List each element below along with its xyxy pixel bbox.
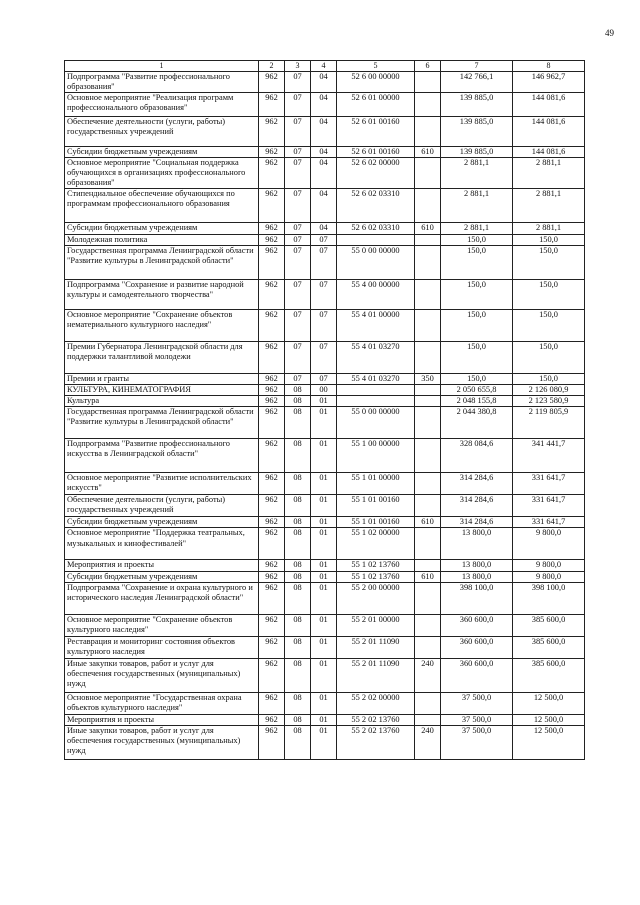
col-5-cell: 52 6 02 03310 xyxy=(337,189,415,223)
col-3-cell: 07 xyxy=(285,116,311,146)
table-row xyxy=(65,517,585,528)
col-8-cell: 144 081,6 xyxy=(513,116,585,146)
col-7-cell: 139 885,0 xyxy=(441,92,513,116)
col-7-cell: 150,0 xyxy=(441,235,513,246)
col-5-cell: 52 6 00 00000 xyxy=(337,71,415,92)
col-4-cell: 04 xyxy=(311,146,337,157)
col-3-cell: 07 xyxy=(285,71,311,92)
col-5-cell: 55 4 01 03270 xyxy=(337,342,415,374)
col-6-cell xyxy=(415,280,441,310)
col-2-cell: 962 xyxy=(259,725,285,759)
col-7-cell: 13 800,0 xyxy=(441,528,513,560)
table-row xyxy=(65,714,585,725)
table-row xyxy=(65,92,585,116)
row-name-cell: Подпрограмма "Развитие профессионального образования" xyxy=(65,71,259,92)
row-name-cell: Основное мероприятие "Реализация программ профессионального образования" xyxy=(65,92,259,116)
col-7-cell: 2 044 380,8 xyxy=(441,407,513,439)
col-4-cell: 07 xyxy=(311,374,337,385)
page-number: 49 xyxy=(605,28,614,38)
col-7-cell: 37 500,0 xyxy=(441,714,513,725)
col-5-cell: 55 0 00 00000 xyxy=(337,407,415,439)
table-row xyxy=(65,116,585,146)
col-7-cell: 2 881,1 xyxy=(441,223,513,235)
col-7-cell: 142 766,1 xyxy=(441,71,513,92)
col-8-cell: 2 881,1 xyxy=(513,223,585,235)
col-3-cell: 08 xyxy=(285,658,311,692)
col-7-cell: 328 084,6 xyxy=(441,439,513,473)
col-8-cell: 150,0 xyxy=(513,235,585,246)
col-6-cell xyxy=(415,692,441,714)
col-5-cell: 52 6 01 00160 xyxy=(337,146,415,157)
col-8-cell: 12 500,0 xyxy=(513,714,585,725)
col-3-cell: 08 xyxy=(285,560,311,571)
row-name-cell: Субсидии бюджетным учреждениям xyxy=(65,517,259,528)
col-3-cell: 08 xyxy=(285,396,311,407)
col-6-cell xyxy=(415,116,441,146)
col-7-cell: 37 500,0 xyxy=(441,692,513,714)
col-5-cell: 55 2 00 00000 xyxy=(337,582,415,614)
col-6-cell: 240 xyxy=(415,658,441,692)
col-6-cell xyxy=(415,495,441,517)
table-row xyxy=(65,571,585,582)
col-5-cell: 52 6 01 00000 xyxy=(337,92,415,116)
col-2-cell: 962 xyxy=(259,146,285,157)
col-6-cell xyxy=(415,235,441,246)
row-name-cell: Культура xyxy=(65,396,259,407)
table-row xyxy=(65,560,585,571)
col-header: 8 xyxy=(513,61,585,72)
col-5-cell: 55 1 02 13760 xyxy=(337,560,415,571)
col-2-cell: 962 xyxy=(259,189,285,223)
col-4-cell: 01 xyxy=(311,636,337,658)
col-4-cell: 07 xyxy=(311,280,337,310)
col-4-cell: 07 xyxy=(311,310,337,342)
table-row xyxy=(65,146,585,157)
col-3-cell: 08 xyxy=(285,439,311,473)
col-4-cell: 01 xyxy=(311,560,337,571)
col-3-cell: 08 xyxy=(285,692,311,714)
col-6-cell xyxy=(415,582,441,614)
col-7-cell: 2 881,1 xyxy=(441,157,513,188)
col-5-cell: 55 4 01 00000 xyxy=(337,310,415,342)
col-2-cell: 962 xyxy=(259,560,285,571)
col-6-cell: 610 xyxy=(415,223,441,235)
col-8-cell: 150,0 xyxy=(513,310,585,342)
table-row xyxy=(65,495,585,517)
col-5-cell: 55 4 00 00000 xyxy=(337,280,415,310)
col-2-cell: 962 xyxy=(259,473,285,495)
row-name-cell: Стипендиальное обеспечение обучающихся по программам профессионального образования xyxy=(65,189,259,223)
col-3-cell: 07 xyxy=(285,374,311,385)
col-4-cell: 01 xyxy=(311,571,337,582)
row-name-cell: Основное мероприятие "Государственная охрана объектов культурного наследия" xyxy=(65,692,259,714)
col-header: 2 xyxy=(259,61,285,72)
table-row xyxy=(65,385,585,396)
col-8-cell: 385 600,0 xyxy=(513,636,585,658)
col-5-cell: 55 1 02 13760 xyxy=(337,571,415,582)
col-5-cell: 52 6 02 03310 xyxy=(337,223,415,235)
table-row xyxy=(65,528,585,560)
col-4-cell: 01 xyxy=(311,692,337,714)
col-4-cell: 00 xyxy=(311,385,337,396)
table-row xyxy=(65,725,585,759)
col-8-cell: 2 123 580,9 xyxy=(513,396,585,407)
col-6-cell: 610 xyxy=(415,146,441,157)
col-2-cell: 962 xyxy=(259,374,285,385)
col-2-cell: 962 xyxy=(259,495,285,517)
col-5-cell xyxy=(337,396,415,407)
col-2-cell: 962 xyxy=(259,614,285,636)
col-4-cell: 01 xyxy=(311,473,337,495)
col-2-cell: 962 xyxy=(259,157,285,188)
col-7-cell: 150,0 xyxy=(441,374,513,385)
col-4-cell: 04 xyxy=(311,223,337,235)
col-8-cell: 9 800,0 xyxy=(513,560,585,571)
col-3-cell: 08 xyxy=(285,636,311,658)
col-7-cell: 13 800,0 xyxy=(441,560,513,571)
col-2-cell: 962 xyxy=(259,396,285,407)
col-header: 6 xyxy=(415,61,441,72)
header-row xyxy=(65,61,585,72)
row-name-cell: Основное мероприятие "Сохранение объектов нематериального культурного наследия" xyxy=(65,310,259,342)
col-3-cell: 07 xyxy=(285,280,311,310)
row-name-cell: КУЛЬТУРА, КИНЕМАТОГРАФИЯ xyxy=(65,385,259,396)
col-5-cell: 55 2 01 11090 xyxy=(337,658,415,692)
col-4-cell: 04 xyxy=(311,71,337,92)
col-6-cell xyxy=(415,396,441,407)
col-6-cell xyxy=(415,71,441,92)
col-6-cell xyxy=(415,246,441,280)
col-4-cell: 01 xyxy=(311,439,337,473)
row-name-cell: Премии и гранты xyxy=(65,374,259,385)
col-3-cell: 07 xyxy=(285,189,311,223)
col-6-cell xyxy=(415,714,441,725)
col-7-cell: 150,0 xyxy=(441,310,513,342)
col-2-cell: 962 xyxy=(259,71,285,92)
col-2-cell: 962 xyxy=(259,92,285,116)
col-3-cell: 07 xyxy=(285,342,311,374)
col-6-cell xyxy=(415,385,441,396)
col-8-cell: 144 081,6 xyxy=(513,92,585,116)
col-2-cell: 962 xyxy=(259,280,285,310)
col-3-cell: 08 xyxy=(285,473,311,495)
table-row xyxy=(65,614,585,636)
col-4-cell: 04 xyxy=(311,116,337,146)
table-row xyxy=(65,246,585,280)
col-3-cell: 07 xyxy=(285,92,311,116)
row-name-cell: Основное мероприятие "Развитие исполнительских искусств" xyxy=(65,473,259,495)
row-name-cell: Основное мероприятие "Социальная поддержка обучающихся в организациях профессионального образования" xyxy=(65,157,259,188)
col-7-cell: 139 885,0 xyxy=(441,146,513,157)
col-2-cell: 962 xyxy=(259,714,285,725)
col-3-cell: 08 xyxy=(285,714,311,725)
table-row xyxy=(65,658,585,692)
row-name-cell: Государственная программа Ленинградской области "Развитие культуры в Ленинградской области" xyxy=(65,407,259,439)
col-2-cell: 962 xyxy=(259,517,285,528)
table-row xyxy=(65,157,585,188)
col-6-cell xyxy=(415,157,441,188)
col-2-cell: 962 xyxy=(259,235,285,246)
col-4-cell: 04 xyxy=(311,189,337,223)
col-6-cell xyxy=(415,528,441,560)
col-2-cell: 962 xyxy=(259,439,285,473)
col-5-cell: 52 6 02 00000 xyxy=(337,157,415,188)
col-3-cell: 08 xyxy=(285,407,311,439)
col-5-cell: 55 1 01 00000 xyxy=(337,473,415,495)
col-5-cell: 55 2 01 00000 xyxy=(337,614,415,636)
table-row xyxy=(65,407,585,439)
col-4-cell: 01 xyxy=(311,528,337,560)
row-name-cell: Молодежная политика xyxy=(65,235,259,246)
col-3-cell: 08 xyxy=(285,582,311,614)
col-3-cell: 08 xyxy=(285,725,311,759)
col-6-cell: 610 xyxy=(415,517,441,528)
col-3-cell: 08 xyxy=(285,385,311,396)
row-name-cell: Иные закупки товаров, работ и услуг для обеспечения государственных (муниципальных) нужд xyxy=(65,658,259,692)
col-6-cell xyxy=(415,189,441,223)
col-8-cell: 2 881,1 xyxy=(513,157,585,188)
col-7-cell: 150,0 xyxy=(441,342,513,374)
row-name-cell: Основное мероприятие "Поддержка театральных, музыкальных и кинофестивалей" xyxy=(65,528,259,560)
col-4-cell: 01 xyxy=(311,614,337,636)
col-3-cell: 08 xyxy=(285,517,311,528)
col-2-cell: 962 xyxy=(259,385,285,396)
col-3-cell: 08 xyxy=(285,571,311,582)
col-4-cell: 07 xyxy=(311,342,337,374)
col-4-cell: 04 xyxy=(311,157,337,188)
col-6-cell: 350 xyxy=(415,374,441,385)
col-7-cell: 360 600,0 xyxy=(441,636,513,658)
col-5-cell xyxy=(337,235,415,246)
col-7-cell: 13 800,0 xyxy=(441,571,513,582)
col-5-cell: 52 6 01 00160 xyxy=(337,116,415,146)
col-5-cell: 55 2 02 13760 xyxy=(337,725,415,759)
row-name-cell: Субсидии бюджетным учреждениям xyxy=(65,146,259,157)
col-8-cell: 331 641,7 xyxy=(513,517,585,528)
col-2-cell: 962 xyxy=(259,246,285,280)
col-8-cell: 385 600,0 xyxy=(513,614,585,636)
col-8-cell: 146 962,7 xyxy=(513,71,585,92)
col-7-cell: 2 881,1 xyxy=(441,189,513,223)
col-header: 3 xyxy=(285,61,311,72)
table-row xyxy=(65,280,585,310)
col-6-cell xyxy=(415,636,441,658)
col-7-cell: 314 284,6 xyxy=(441,473,513,495)
row-name-cell: Реставрация и мониторинг состояния объектов культурного наследия xyxy=(65,636,259,658)
col-3-cell: 07 xyxy=(285,157,311,188)
col-header: 7 xyxy=(441,61,513,72)
col-8-cell: 144 081,6 xyxy=(513,146,585,157)
col-3-cell: 07 xyxy=(285,235,311,246)
col-2-cell: 962 xyxy=(259,582,285,614)
col-8-cell: 2 119 805,9 xyxy=(513,407,585,439)
col-7-cell: 314 284,6 xyxy=(441,517,513,528)
table-row xyxy=(65,374,585,385)
row-name-cell: Мероприятия и проекты xyxy=(65,714,259,725)
col-8-cell: 150,0 xyxy=(513,280,585,310)
row-name-cell: Субсидии бюджетным учреждениям xyxy=(65,571,259,582)
col-6-cell xyxy=(415,439,441,473)
col-7-cell: 2 048 155,8 xyxy=(441,396,513,407)
col-6-cell xyxy=(415,310,441,342)
col-4-cell: 01 xyxy=(311,582,337,614)
row-name-cell: Мероприятия и проекты xyxy=(65,560,259,571)
col-5-cell: 55 0 00 00000 xyxy=(337,246,415,280)
col-8-cell: 9 800,0 xyxy=(513,571,585,582)
col-2-cell: 962 xyxy=(259,658,285,692)
col-2-cell: 962 xyxy=(259,571,285,582)
table-row xyxy=(65,692,585,714)
col-header: 4 xyxy=(311,61,337,72)
col-5-cell: 55 4 01 03270 xyxy=(337,374,415,385)
row-name-cell: Иные закупки товаров, работ и услуг для обеспечения государственных (муниципальных) нужд xyxy=(65,725,259,759)
col-4-cell: 01 xyxy=(311,714,337,725)
col-7-cell: 150,0 xyxy=(441,246,513,280)
col-6-cell xyxy=(415,407,441,439)
col-6-cell xyxy=(415,560,441,571)
table-row xyxy=(65,71,585,92)
col-3-cell: 08 xyxy=(285,528,311,560)
col-4-cell: 01 xyxy=(311,396,337,407)
row-name-cell: Премии Губернатора Ленинградской области для поддержки талантливой молодежи xyxy=(65,342,259,374)
table-row xyxy=(65,473,585,495)
col-8-cell: 12 500,0 xyxy=(513,725,585,759)
col-3-cell: 07 xyxy=(285,223,311,235)
table-row xyxy=(65,235,585,246)
col-5-cell: 55 1 00 00000 xyxy=(337,439,415,473)
row-name-cell: Подпрограмма "Сохранение и охрана культурного и исторического наследия Ленинградской области" xyxy=(65,582,259,614)
col-4-cell: 04 xyxy=(311,92,337,116)
col-2-cell: 962 xyxy=(259,407,285,439)
col-8-cell: 2 126 080,9 xyxy=(513,385,585,396)
col-8-cell: 150,0 xyxy=(513,246,585,280)
col-3-cell: 08 xyxy=(285,614,311,636)
col-2-cell: 962 xyxy=(259,223,285,235)
col-5-cell: 55 2 02 13760 xyxy=(337,714,415,725)
budget-table xyxy=(64,60,585,760)
row-name-cell: Подпрограмма "Сохранение и развитие народной культуры и самодеятельного творчества" xyxy=(65,280,259,310)
table-row xyxy=(65,342,585,374)
col-4-cell: 07 xyxy=(311,235,337,246)
col-2-cell: 962 xyxy=(259,310,285,342)
col-3-cell: 07 xyxy=(285,246,311,280)
col-8-cell: 150,0 xyxy=(513,342,585,374)
table-row xyxy=(65,582,585,614)
col-6-cell: 240 xyxy=(415,725,441,759)
col-2-cell: 962 xyxy=(259,636,285,658)
col-5-cell: 55 2 01 11090 xyxy=(337,636,415,658)
table-row xyxy=(65,396,585,407)
col-8-cell: 331 641,7 xyxy=(513,495,585,517)
col-7-cell: 398 100,0 xyxy=(441,582,513,614)
row-name-cell: Государственная программа Ленинградской области "Развитие культуры в Ленинградской области" xyxy=(65,246,259,280)
col-header: 5 xyxy=(337,61,415,72)
col-7-cell: 150,0 xyxy=(441,280,513,310)
col-8-cell: 150,0 xyxy=(513,374,585,385)
table-row xyxy=(65,189,585,223)
col-4-cell: 01 xyxy=(311,517,337,528)
col-6-cell xyxy=(415,473,441,495)
col-2-cell: 962 xyxy=(259,342,285,374)
col-7-cell: 139 885,0 xyxy=(441,116,513,146)
col-header: 1 xyxy=(65,61,259,72)
col-8-cell: 12 500,0 xyxy=(513,692,585,714)
col-7-cell: 37 500,0 xyxy=(441,725,513,759)
col-2-cell: 962 xyxy=(259,528,285,560)
table-row xyxy=(65,439,585,473)
row-name-cell: Подпрограмма "Развитие профессионального искусства в Ленинградской области" xyxy=(65,439,259,473)
col-4-cell: 01 xyxy=(311,495,337,517)
col-2-cell: 962 xyxy=(259,692,285,714)
col-8-cell: 2 881,1 xyxy=(513,189,585,223)
table-body xyxy=(65,71,585,759)
col-6-cell xyxy=(415,92,441,116)
table-row xyxy=(65,310,585,342)
col-8-cell: 385 600,0 xyxy=(513,658,585,692)
row-name-cell: Субсидии бюджетным учреждениям xyxy=(65,223,259,235)
row-name-cell: Обеспечение деятельности (услуги, работы) государственных учреждений xyxy=(65,495,259,517)
col-6-cell: 610 xyxy=(415,571,441,582)
col-7-cell: 360 600,0 xyxy=(441,614,513,636)
col-4-cell: 07 xyxy=(311,246,337,280)
col-7-cell: 314 284,6 xyxy=(441,495,513,517)
col-3-cell: 08 xyxy=(285,495,311,517)
row-name-cell: Основное мероприятие "Сохранение объектов культурного наследия" xyxy=(65,614,259,636)
col-6-cell xyxy=(415,614,441,636)
table-row xyxy=(65,636,585,658)
col-4-cell: 01 xyxy=(311,407,337,439)
table-row xyxy=(65,223,585,235)
col-3-cell: 07 xyxy=(285,310,311,342)
col-7-cell: 360 600,0 xyxy=(441,658,513,692)
col-4-cell: 01 xyxy=(311,725,337,759)
col-8-cell: 331 641,7 xyxy=(513,473,585,495)
col-6-cell xyxy=(415,342,441,374)
col-8-cell: 9 800,0 xyxy=(513,528,585,560)
col-5-cell: 55 1 02 00000 xyxy=(337,528,415,560)
col-8-cell: 341 441,7 xyxy=(513,439,585,473)
col-5-cell: 55 1 01 00160 xyxy=(337,495,415,517)
col-4-cell: 01 xyxy=(311,658,337,692)
col-3-cell: 07 xyxy=(285,146,311,157)
col-2-cell: 962 xyxy=(259,116,285,146)
col-5-cell: 55 1 01 00160 xyxy=(337,517,415,528)
col-7-cell: 2 050 655,8 xyxy=(441,385,513,396)
col-8-cell: 398 100,0 xyxy=(513,582,585,614)
col-5-cell: 55 2 02 00000 xyxy=(337,692,415,714)
row-name-cell: Обеспечение деятельности (услуги, работы) государственных учреждений xyxy=(65,116,259,146)
col-5-cell xyxy=(337,385,415,396)
